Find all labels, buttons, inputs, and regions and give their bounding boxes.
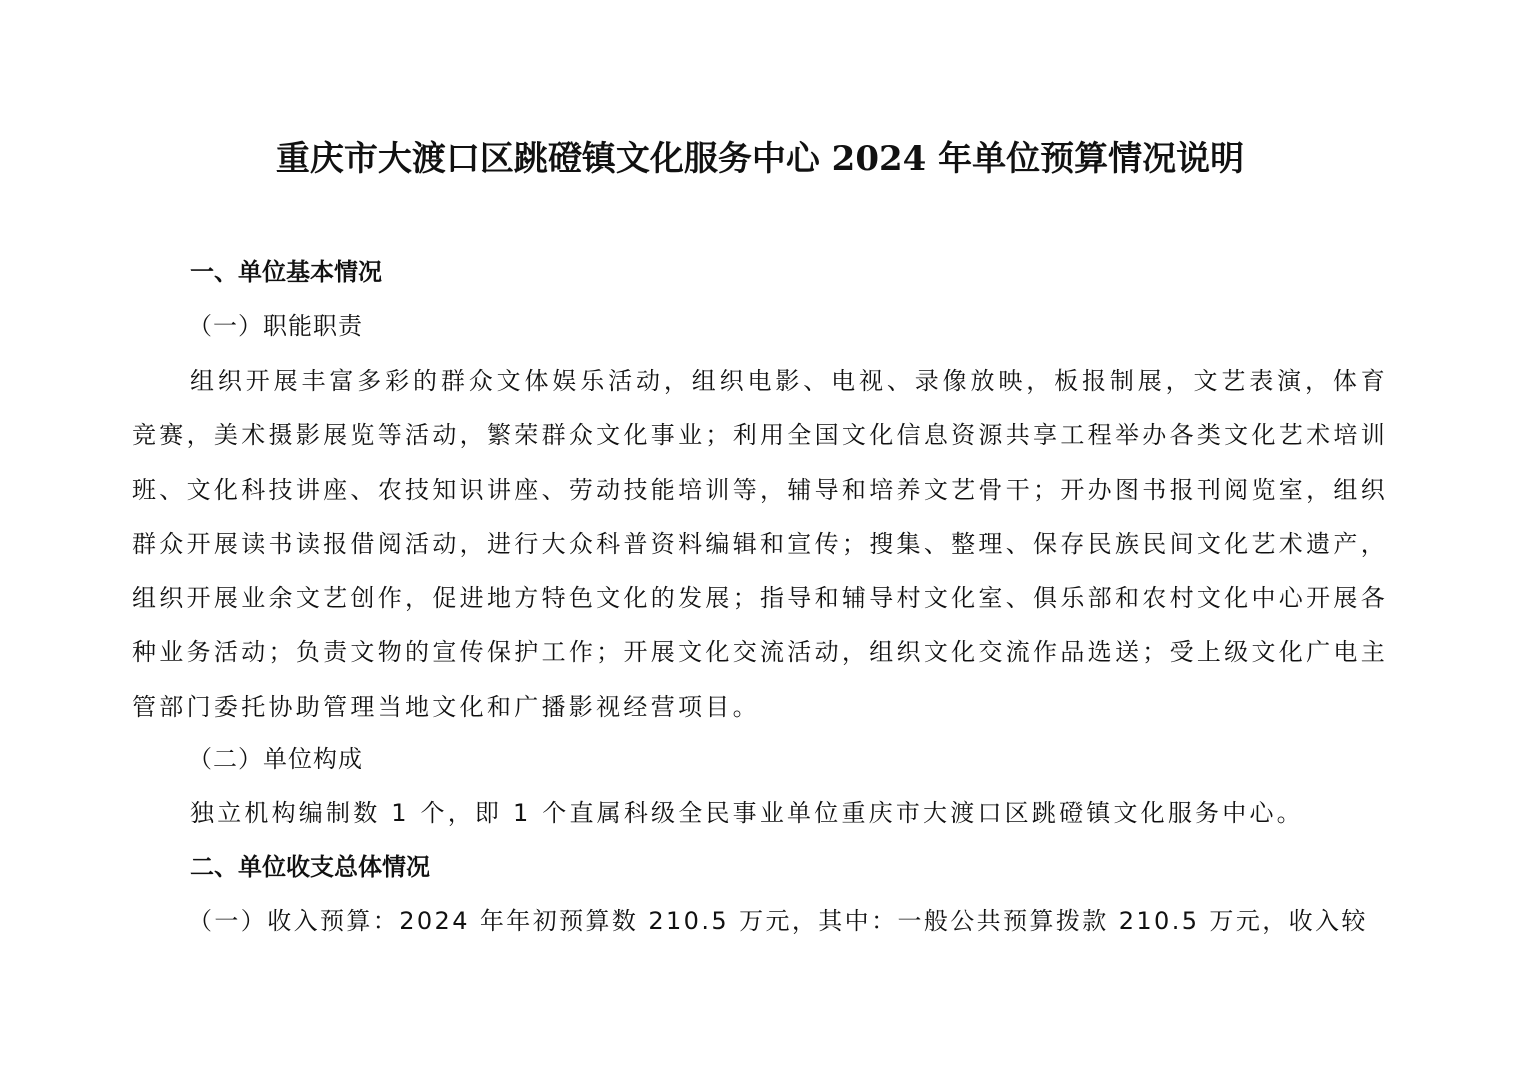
- section-1-sub-2-paragraph: 独立机构编制数 1 个，即 1 个直属科级全民事业单位重庆市大渡口区跳磴镇文化服务中心。: [190, 799, 1304, 827]
- section-2-sub-1-paragraph: （一）收入预算：2024 年年初预算数 210.5 万元，其中：一般公共预算拨款 210.5 万元，收入较: [188, 907, 1368, 935]
- section-1-sub-1-paragraph: 组织开展丰富多彩的群众文体娱乐活动，组织电影、电视、录像放映，板报制展，文艺表演，体育竞赛，美术摄影展览等活动，繁荣群众文化事业；利用全国文化信息资源共享工程举办各类文化艺术培训班、文化科技讲座、农技知识讲座、劳动技能培训等，辅导和培养文艺骨干；开办图书报刊阅览室，组织群众开展读书读报借阅活动，进行大众科普资料编辑和宣传；搜集、整理、保存民族民间文化艺术遗产，组织开展业余文艺创作，促进地方特色文化的发展；指导和辅导村文化室、俱乐部和农村文化中心开展各种业务活动；负责文物的宣传保护工作；开展文化交流活动，组织文化交流作品选送；受上级文化广电主管部门委托协助管理当地文化和广播影视经营项目。: [132, 367, 1388, 721]
- page-title: 重庆市大渡口区跳磴镇文化服务中心 2024 年单位预算情况说明: [275, 139, 1245, 179]
- section-1-sub-2-heading: （二）单位构成: [188, 745, 363, 773]
- section-1-sub-1-heading: （一）职能职责: [188, 312, 363, 340]
- section-1-heading: 一、单位基本情况: [190, 258, 382, 286]
- section-2-heading: 二、单位收支总体情况: [190, 853, 430, 881]
